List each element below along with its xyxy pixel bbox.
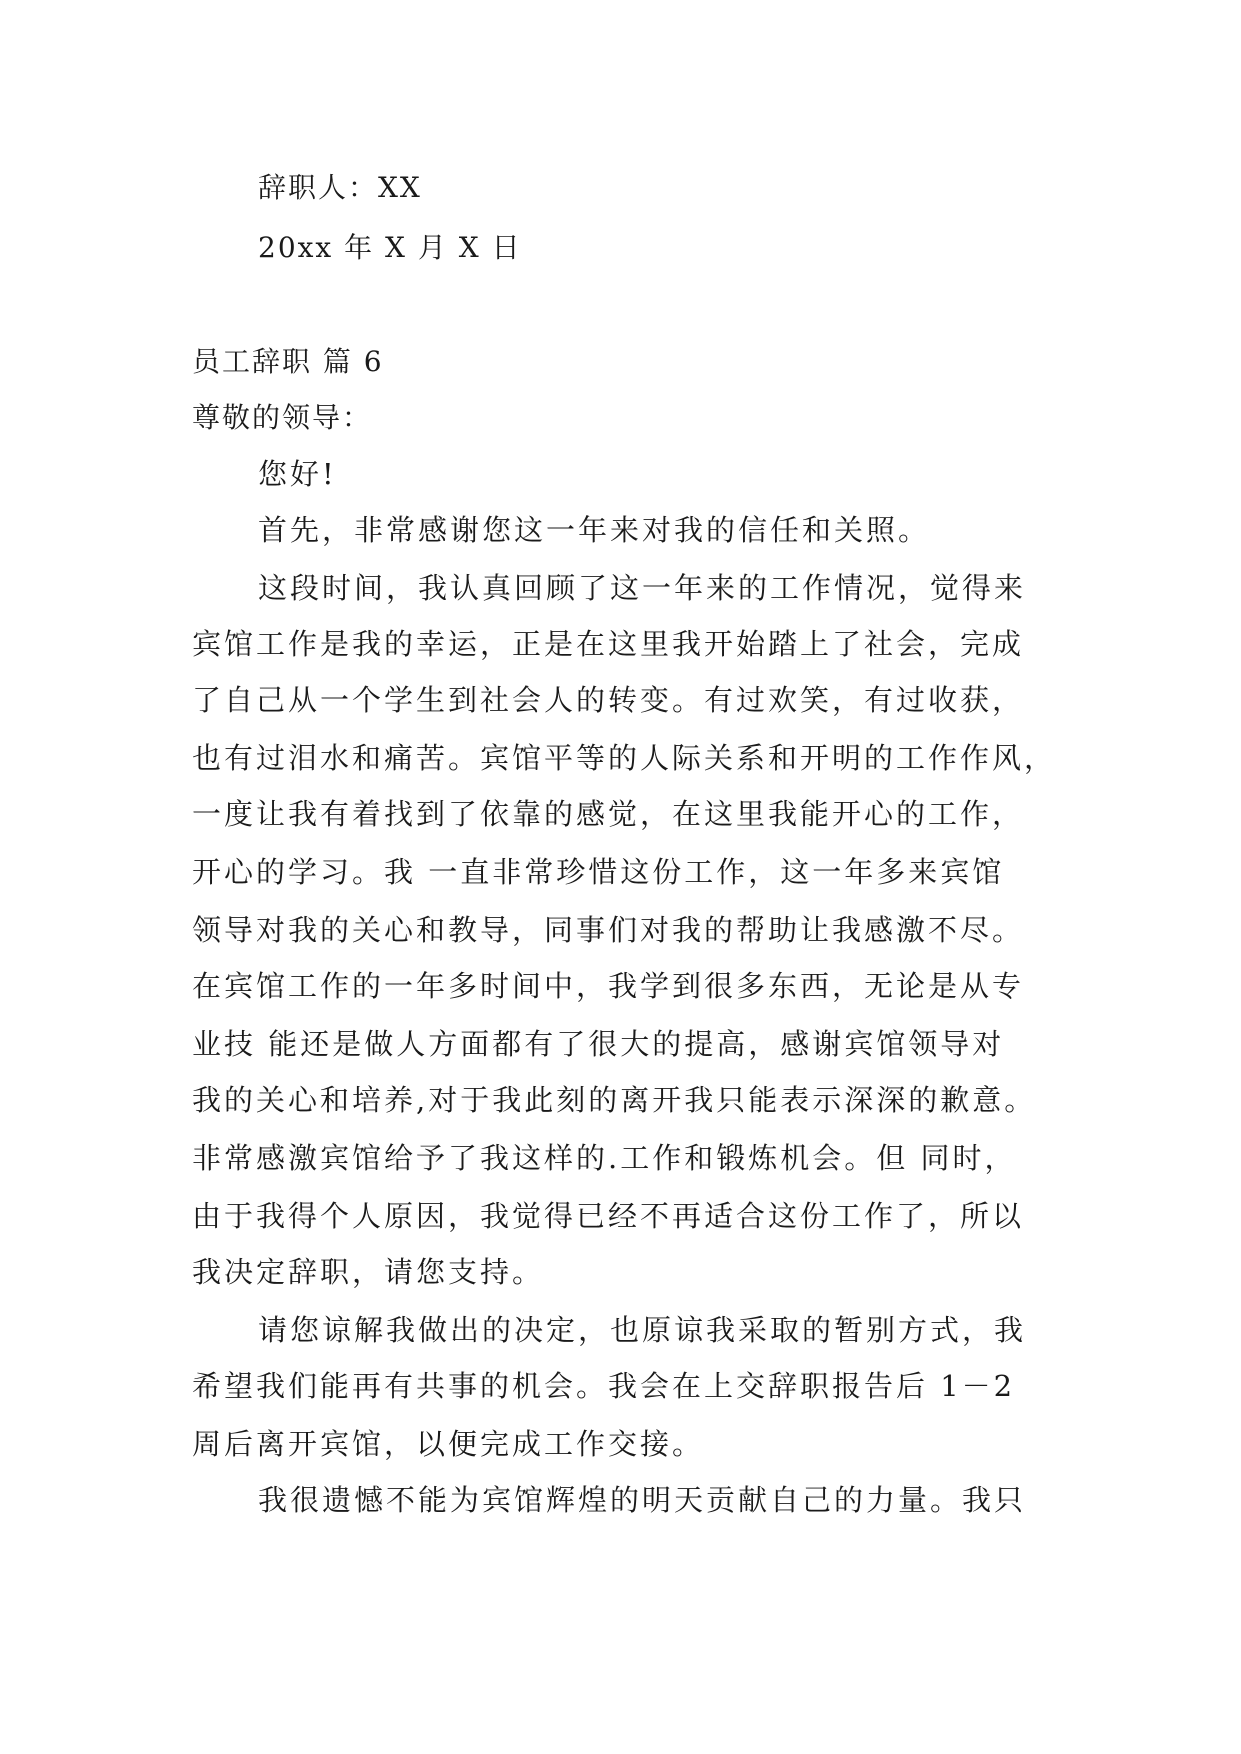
salutation: 尊敬的领导： — [192, 401, 373, 434]
paragraph-line: 这段时间，我认真回顾了这一年来的工作情况，觉得来 — [258, 571, 1027, 605]
paragraph-line: 我的关心和培养,对于我此刻的离开我只能表示深深的歉意。 — [192, 1083, 1037, 1117]
paragraph-line: 也有过泪水和痛苦。宾馆平等的人际关系和开明的工作作风， — [192, 741, 1057, 775]
paragraph-line: 由于我得个人原因，我觉得已经不再适合这份工作了，所以 — [192, 1199, 1025, 1233]
paragraph-line: 请您谅解我做出的决定，也原谅我采取的暂别方式，我 — [258, 1313, 1027, 1347]
paragraph-line: 希望我们能再有共事的机会。我会在上交辞职报告后 1－2 — [192, 1369, 1016, 1403]
paragraph-line: 非常感激宾馆给予了我这样的.工作和锻炼机会。但 同时， — [192, 1141, 1017, 1175]
paragraph-line: 我决定辞职，请您支持。 — [192, 1255, 545, 1289]
paragraph-line: 我很遗憾不能为宾馆辉煌的明天贡献自己的力量。我只 — [258, 1483, 1027, 1517]
paragraph-line: 周后离开宾馆，以便完成工作交接。 — [192, 1427, 705, 1461]
paragraph-line: 在宾馆工作的一年多时间中，我学到很多东西，无论是从专 — [192, 969, 1025, 1003]
paragraph-line: 领导对我的关心和教导，同事们对我的帮助让我感激不尽。 — [192, 913, 1025, 947]
paragraph-line: 首先，非常感谢您这一年来对我的信任和关照。 — [258, 513, 931, 547]
resigner-name: 辞职人：XX — [258, 171, 422, 204]
paragraph-line: 业技 能还是做人方面都有了很大的提高，感谢宾馆领导对 — [192, 1027, 1005, 1061]
paragraph-line: 宾馆工作是我的幸运，正是在这里我开始踏上了社会，完成 — [192, 627, 1025, 661]
greeting: 您好! — [258, 457, 337, 491]
paragraph-line: 一度让我有着找到了依靠的感觉，在这里我能开心的工作， — [192, 797, 1025, 831]
section-title: 员工辞职 篇 6 — [192, 345, 384, 378]
paragraph-line: 开心的学习。我 一直非常珍惜这份工作，这一年多来宾馆 — [192, 855, 1005, 889]
paragraph-line: 了自己从一个学生到社会人的转变。有过欢笑，有过收获， — [192, 683, 1025, 717]
resignation-date: 20xx 年 X 月 X 日 — [258, 231, 522, 264]
